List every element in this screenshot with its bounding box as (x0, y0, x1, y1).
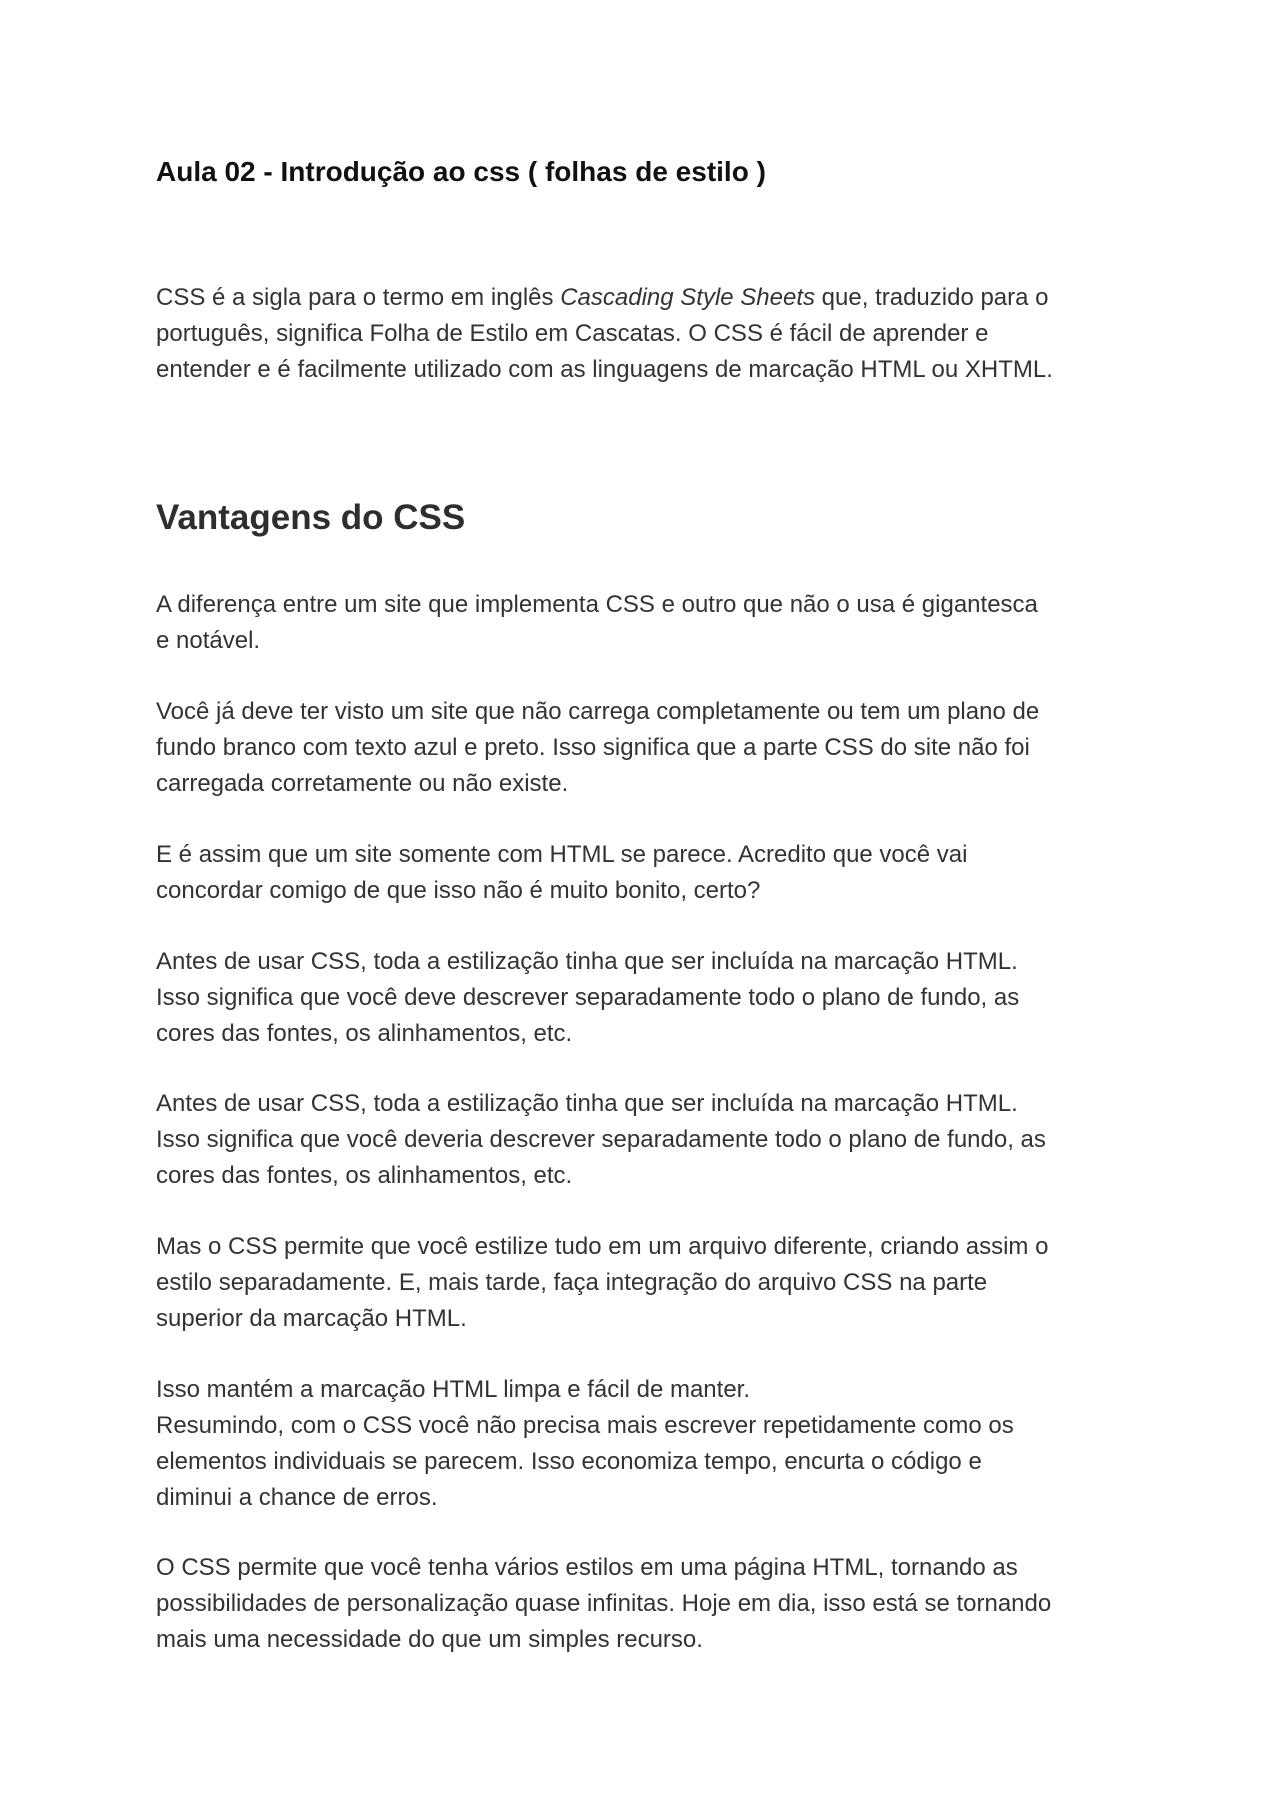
intro-italic-term: Cascading Style Sheets (560, 284, 816, 311)
paragraph (156, 587, 1146, 659)
paragraph (156, 1372, 1146, 1516)
text-line: A diferença entre um site que implementa CSS e outro que não o usa é gigantesca (156, 591, 1038, 618)
text-line: Isso significa que você deve descrever separadamente todo o plano de fundo, as (156, 984, 1020, 1011)
section-heading: Vantagens do CSS (156, 498, 466, 537)
text-line: e notável. (156, 627, 261, 654)
intro-text: que, traduzido para o (815, 284, 1049, 311)
text-line: possibilidades de personalização quase infinitas. Hoje em dia, isso está se tornando (156, 1590, 1052, 1617)
document-title: Aula 02 - Introdução ao css ( folhas de estilo ) (156, 156, 766, 187)
paragraph (156, 1550, 1146, 1658)
paragraph (156, 1229, 1146, 1337)
text-line: cores das fontes, os alinhamentos, etc. (156, 1020, 573, 1047)
text-line: Mas o CSS permite que você estilize tudo em um arquivo diferente, criando assim o (156, 1233, 1049, 1260)
text-line: Resumindo, com o CSS você não precisa mais escrever repetidamente como os (156, 1412, 1014, 1439)
text-line: diminui a chance de erros. (156, 1484, 438, 1511)
text-line: mais uma necessidade do que um simples recurso. (156, 1626, 703, 1653)
text-line: Isso significa que você deveria descrever separadamente todo o plano de fundo, as (156, 1126, 1046, 1153)
intro-paragraph (156, 280, 1146, 388)
text-line: Antes de usar CSS, toda a estilização tinha que ser incluída na marcação HTML. (156, 1090, 1018, 1117)
text-line: superior da marcação HTML. (156, 1305, 467, 1332)
text-line: estilo separadamente. E, mais tarde, faça integração do arquivo CSS na parte (156, 1269, 988, 1296)
text-line: O CSS permite que você tenha vários estilos em uma página HTML, tornando as (156, 1554, 1018, 1581)
text-line: concordar comigo de que isso não é muito bonito, certo? (156, 877, 761, 904)
paragraph (156, 1086, 1146, 1194)
text-line (156, 280, 1146, 316)
text-line: Isso mantém a marcação HTML limpa e fácil de manter. (156, 1376, 750, 1403)
paragraph (156, 837, 1146, 909)
text-line: carregada corretamente ou não existe. (156, 770, 569, 797)
text-line: Antes de usar CSS, toda a estilização tinha que ser incluída na marcação HTML. (156, 948, 1018, 975)
text-line: elementos individuais se parecem. Isso economiza tempo, encurta o código e (156, 1448, 982, 1475)
text-line: entender e é facilmente utilizado com as linguagens de marcação HTML ou XHTML. (156, 356, 1053, 383)
text-line: português, significa Folha de Estilo em Cascatas. O CSS é fácil de aprender e (156, 320, 989, 347)
paragraph (156, 944, 1146, 1052)
intro-text: CSS é a sigla para o termo em inglês (156, 284, 561, 311)
paragraph (156, 694, 1146, 802)
text-line: cores das fontes, os alinhamentos, etc. (156, 1162, 573, 1189)
text-line: fundo branco com texto azul e preto. Isso significa que a parte CSS do site não foi (156, 734, 1030, 761)
text-line: E é assim que um site somente com HTML se parece. Acredito que você vai (156, 841, 968, 868)
text-line: Você já deve ter visto um site que não carrega completamente ou tem um plano de (156, 698, 1040, 725)
